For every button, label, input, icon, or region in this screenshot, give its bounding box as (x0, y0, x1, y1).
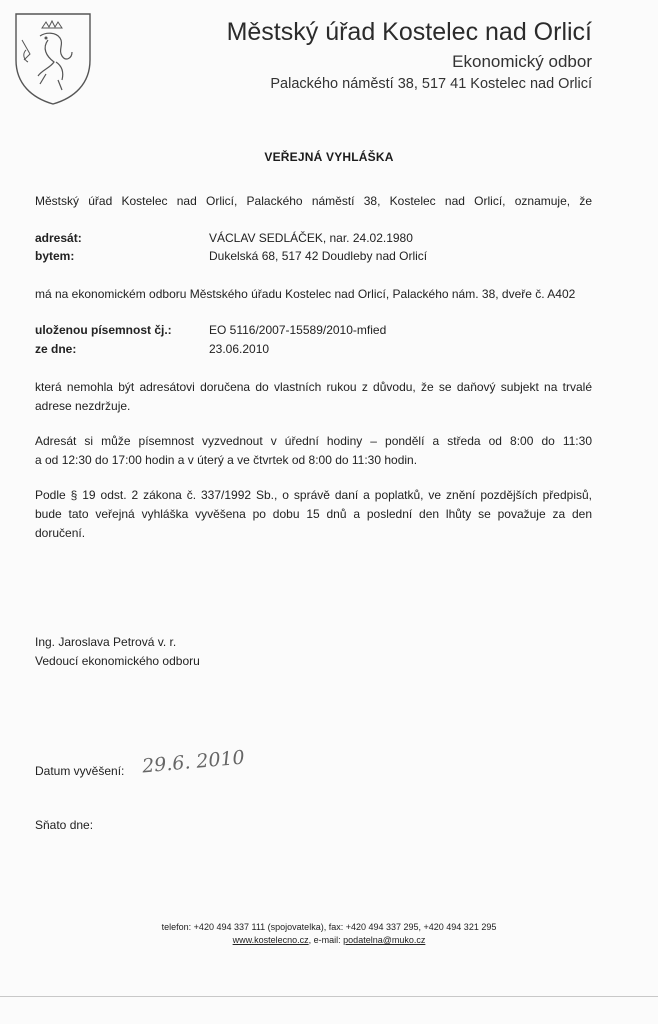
recipient-label: adresát: (35, 231, 82, 245)
office-address: Palackého náměstí 38, 517 41 Kostelec nad Orlicí (270, 76, 592, 92)
date-label: ze dne: (35, 342, 77, 356)
document-title: VEŘEJNÁ VYHLÁŠKA (264, 150, 394, 164)
signatory-position: Vedoucí ekonomického odboru (35, 654, 200, 668)
reason-line-2: adrese nezdržuje. (35, 399, 131, 413)
posted-date-label: Datum vyvěšení: (35, 764, 125, 778)
residence-label: bytem: (35, 249, 75, 263)
law-line-3: doručení. (35, 526, 86, 540)
reason-line-1: která nemohla být adresátovi doručena do vlastních rukou z důvodu, že se daňový subjekt na trvalé (35, 380, 592, 394)
page-bottom-divider (0, 996, 658, 997)
intro-paragraph: Městský úřad Kostelec nad Orlicí, Palackého náměstí 38, Kostelec nad Orlicí, oznamuje, že (35, 194, 592, 208)
law-line-1: Podle § 19 odst. 2 zákona č. 337/1992 Sb., o správě daní a poplatků, ve znění pozdějších předpisů, (35, 488, 592, 502)
residence-value: Dukelská 68, 517 42 Doudleby nad Orlicí (209, 249, 428, 263)
email-prefix: , e-mail: (308, 935, 344, 945)
recipient-value: VÁCLAV SEDLÁČEK, nar. 24.02.1980 (209, 231, 413, 245)
email-link[interactable]: podatelna@muko.cz (343, 935, 426, 945)
website-link[interactable]: www.kostelecno.cz (232, 935, 309, 945)
organization-name: Městský úřad Kostelec nad Orlicí (226, 18, 592, 46)
hours-line-1: Adresát si může písemnost vyzvednout v úřední hodiny – pondělí a středa od 8:00 do 11:30 (35, 434, 592, 448)
coat-of-arms-icon (12, 10, 94, 108)
department-name: Ekonomický odbor (452, 52, 592, 71)
footer-contacts: telefon: +420 494 337 111 (spojovatelka), fax: +420 494 337 295, +420 494 321 295 (161, 922, 497, 932)
date-value: 23.06.2010 (209, 342, 270, 356)
footer-links (0, 935, 658, 945)
posted-date-handwritten: 29.6. 2010 (141, 746, 246, 778)
removed-date-label: Sňato dne: (35, 818, 94, 832)
document-ref-value: EO 5116/2007-15589/2010-mfied (209, 323, 387, 337)
deposit-note: má na ekonomickém odboru Městského úřadu Kostelec nad Orlicí, Palackého nám. 38, dveře č. A402 (35, 287, 576, 301)
law-line-2: bude tato veřejná vyhláška vyvěšena po dobu 15 dnů a poslední den lhůty se považuje za den (35, 507, 592, 521)
signatory-name: Ing. Jaroslava Petrová v. r. (35, 635, 177, 649)
document-ref-label: uloženou písemnost čj.: (35, 323, 172, 337)
hours-line-2: a od 12:30 do 17:00 hodin a v úterý a ve čtvrtek od 8:00 do 11:30 hodin. (35, 453, 418, 467)
